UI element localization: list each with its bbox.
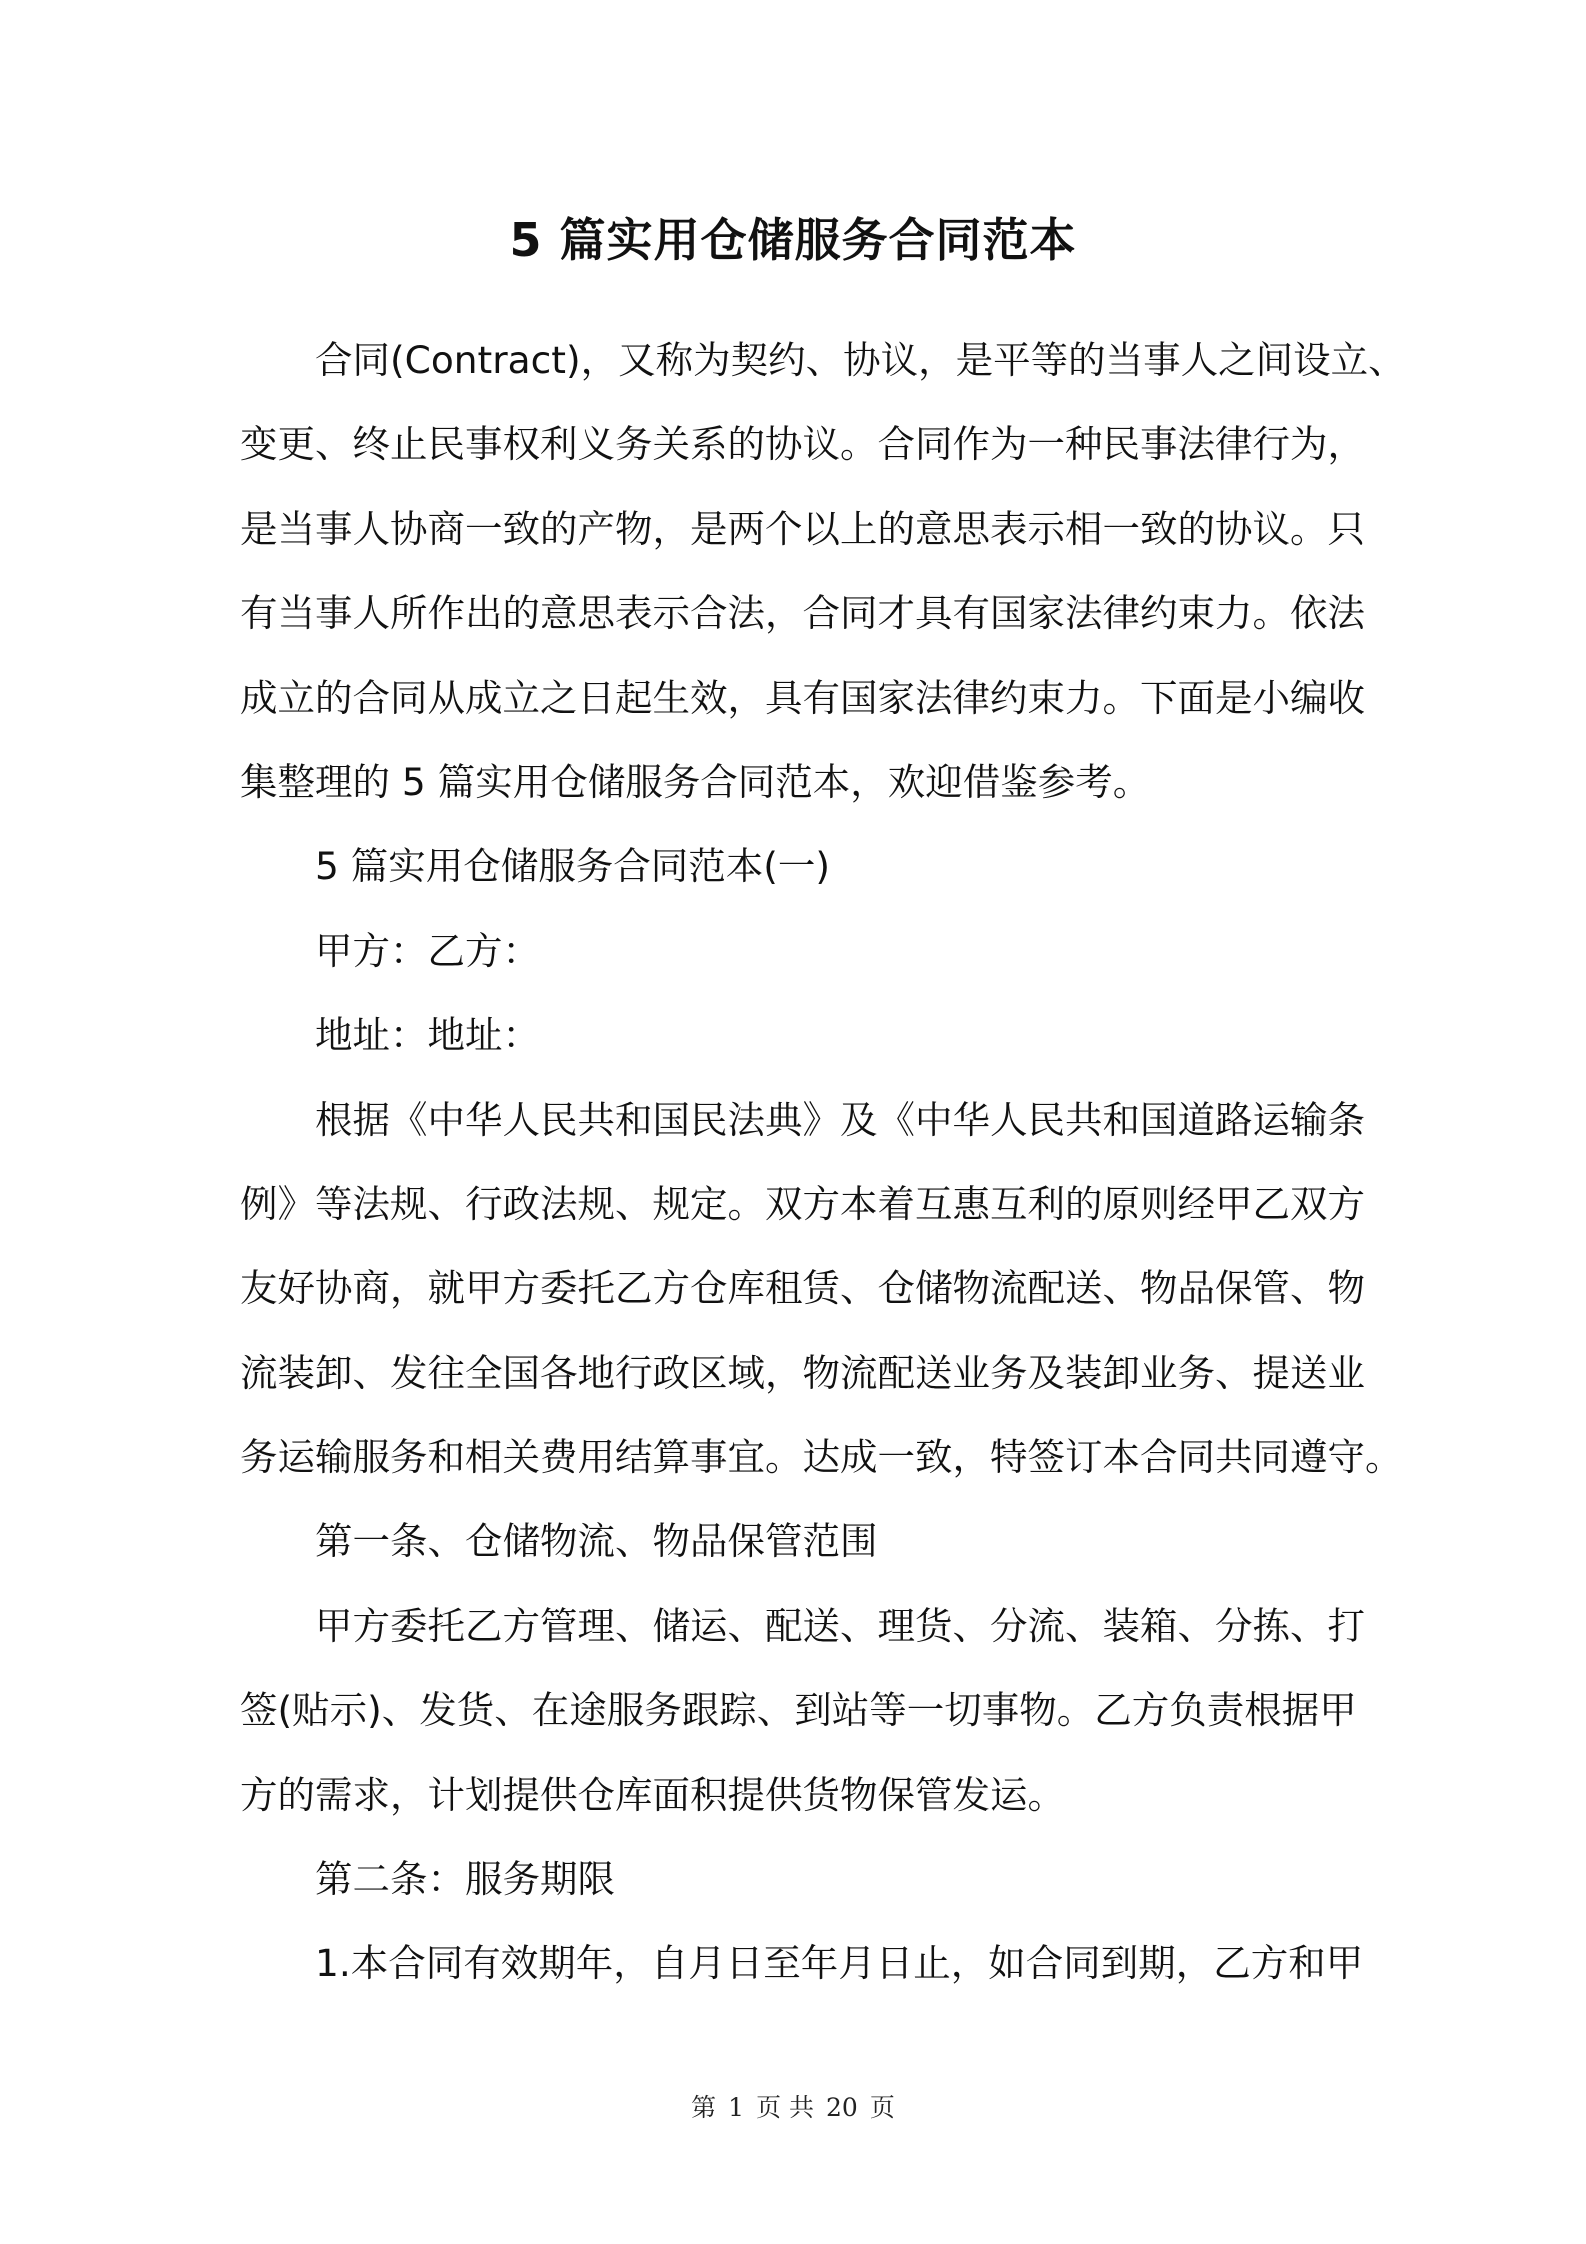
section-heading: 5 篇实用仓储服务合同范本(一) xyxy=(315,844,831,889)
article-heading: 第一条、仓储物流、物品保管范围 xyxy=(315,1519,878,1564)
paragraph-line: 是当事人协商一致的产物，是两个以上的意思表示相一致的协议。只 xyxy=(240,506,1365,551)
party-line: 甲方：乙方： xyxy=(315,928,540,973)
paragraph-line: 变更、终止民事权利义务关系的协议。合同作为一种民事法律行为， xyxy=(240,422,1365,467)
footer-middle: 页 共 xyxy=(756,2093,815,2122)
paragraph-line: 流装卸、发往全国各地行政区域，物流配送业务及装卸业务、提送业 xyxy=(240,1350,1365,1395)
paragraph-line: 友好协商，就甲方委托乙方仓库租赁、仓储物流配送、物品保管、物 xyxy=(240,1266,1365,1311)
footer-prefix: 第 xyxy=(691,2093,717,2122)
paragraph-line: 甲方委托乙方管理、储运、配送、理货、分流、装箱、分拣、打 xyxy=(315,1603,1365,1648)
paragraph-line: 集整理的 5 篇实用仓储服务合同范本，欢迎借鉴参考。 xyxy=(240,759,1151,804)
total-page-count: 20 xyxy=(826,2093,858,2122)
address-line: 地址：地址： xyxy=(315,1013,540,1058)
page-number-footer xyxy=(0,2090,1586,2126)
article-heading: 第二条：服务期限 xyxy=(315,1857,615,1902)
paragraph-line: 有当事人所作出的意思表示合法，合同才具有国家法律约束力。依法 xyxy=(240,591,1365,636)
paragraph-line: 方的需求，计划提供仓库面积提供货物保管发运。 xyxy=(240,1772,1065,1817)
paragraph-line: 成立的合同从成立之日起生效，具有国家法律约束力。下面是小编收 xyxy=(240,675,1365,720)
paragraph-line: 根据《中华人民共和国民法典》及《中华人民共和国道路运输条 xyxy=(315,1097,1365,1142)
document-title: 5 篇实用仓储服务合同范本 xyxy=(509,213,1077,267)
paragraph-line: 合同(Contract)，又称为契约、协议，是平等的当事人之间设立、 xyxy=(315,338,1406,382)
current-page-number: 1 xyxy=(728,2093,745,2122)
paragraph-line: 例》等法规、行政法规、规定。双方本着互惠互利的原则经甲乙双方 xyxy=(240,1181,1365,1226)
footer-suffix: 页 xyxy=(869,2093,895,2122)
paragraph-line: 1.本合同有效期年，自月日至年月日止，如合同到期，乙方和甲 xyxy=(315,1941,1364,1986)
paragraph-line: 签(贴示)、发货、在途服务跟踪、到站等一切事物。乙方负责根据甲 xyxy=(240,1688,1357,1733)
paragraph-line: 务运输服务和相关费用结算事宜。达成一致，特签订本合同共同遵守。 xyxy=(240,1435,1403,1480)
document-body xyxy=(240,318,1406,2006)
